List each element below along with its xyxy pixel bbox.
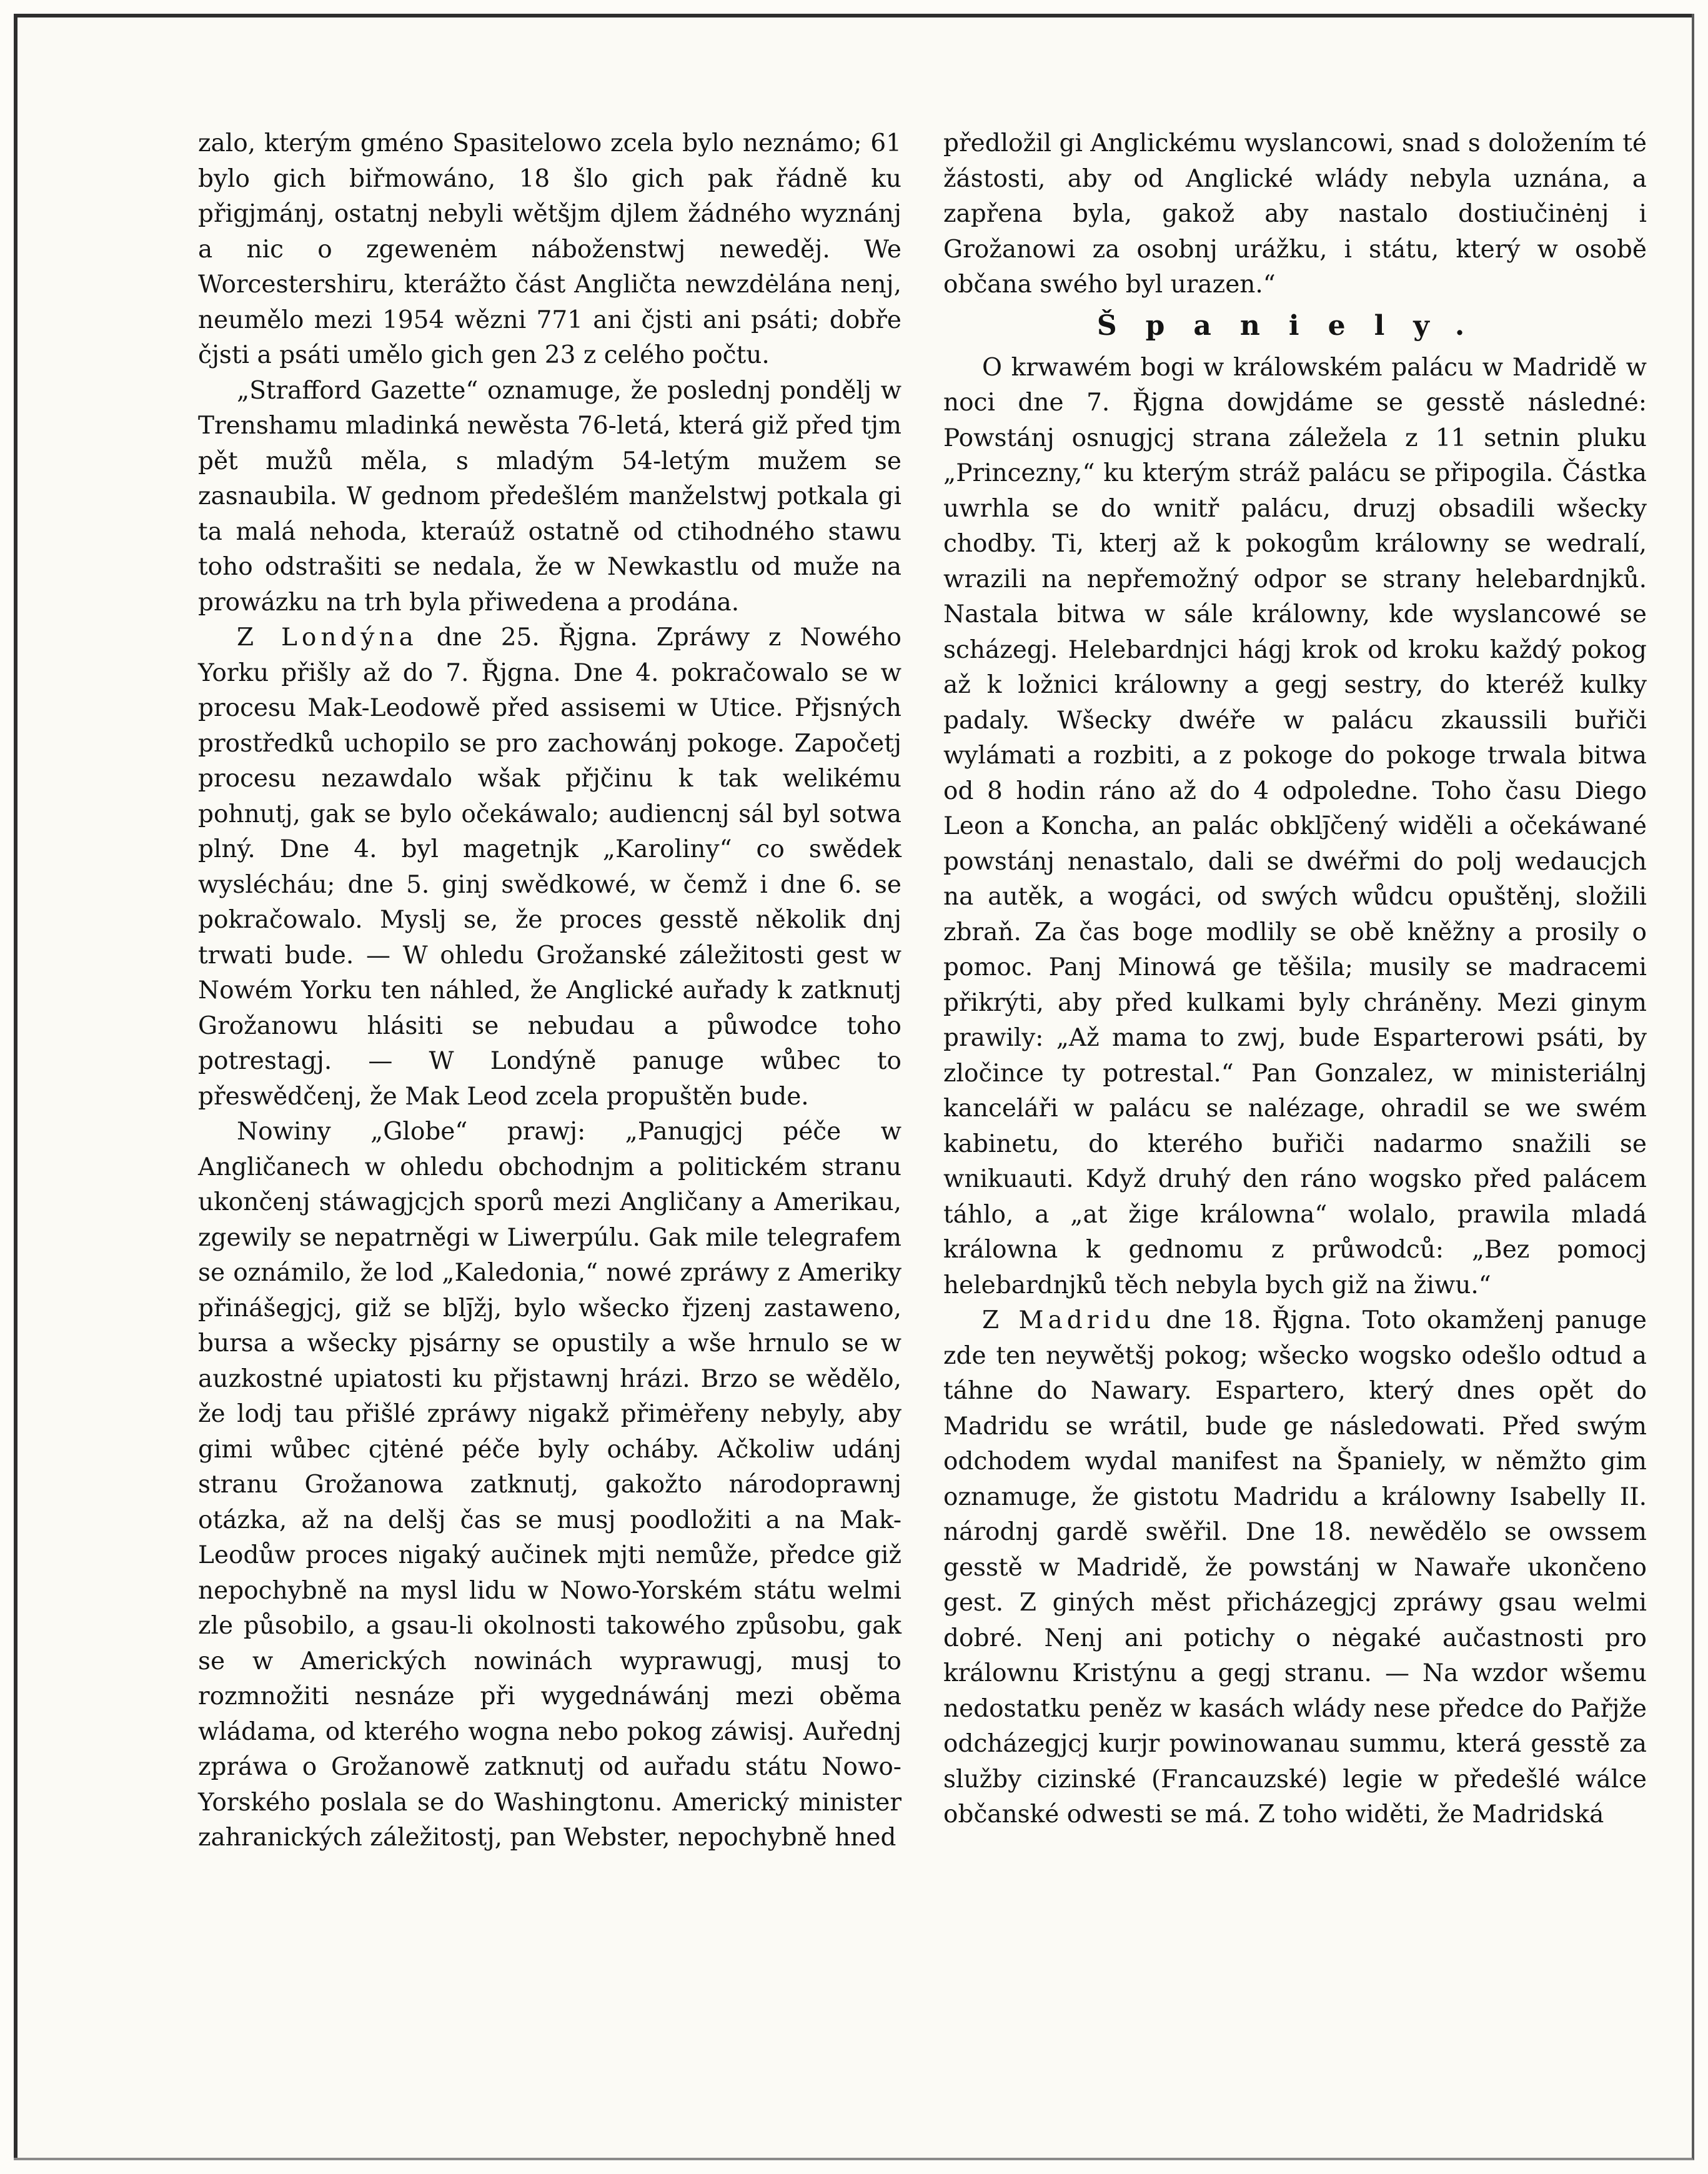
newspaper-page bbox=[14, 14, 1694, 2160]
paragraph-uneducated-prisoners: zalo, kterým gméno Spasitelowo zcela bylo neznámo; 61 bylo gich biřmowáno, 18 šlo gich pak řádně ku přigjmánj, ostatnj nebyli wětšjm djlem žádného wyznánj a nic o zgewenėm náboženstwj neweděj. We Worcestershiru, kterážto část Angličta newzdėlána nenj, neumělo mezi 1954 wězni 771 ani čjsti ani psáti; dobře čjsti a psáti umělo gich gen 23 z celého počtu. bbox=[198, 129, 901, 369]
right-column bbox=[943, 126, 1647, 1833]
dateline-london: Z Londýna bbox=[237, 623, 418, 652]
paragraph-palace-battle: O krwawém bogi w králowském palácu w Madridě w noci dne 7. Řjgna dowjdáme se gesstě následné: Powstánj osnugjcj strana záležela z 11 setnin pluku „Princezny,“ ku kterým stráž palácu se připogila. Částka uwrhla se do wnitř palácu, druzj obsadili wšecky chodby. Ti, kterj až k pokogům králowny se wedralí, wrazili na nepřemožný odpor se strany helebardnjků. Nastala bitwa w sále králowny, kde wyslancowé se scházegj. Helebardnjci hágj krok od kroku každý pokog až k ložnici králowny a gegj sestry, do kteréž kulky padaly. Wšecky dwéře w palácu zkaussili buřiči wylámati a rozbiti, a z pokoge do pokoge trwala bitwa od 8 hodin ráno až do 4 odpoledne. Toho času Diego Leon a Koncha, an palác obklj̄čený widěli a očekáwané powstánj nenastalo, dali se dwéřmi do polj wedaucjch na autěk, a wogáci, od swých wůdcu opuštěnj, složili zbraň. Za čas boge modlily se obě kněžny a prosily o pomoc. Panj Minowá ge těšila; musily se madracemi přikrýti, aby před kulkami byly chráněny. Mezi ginym prawily: „Až mama to zwj, bude Esparterowi psáti, by zločince ty potrestal.“ Pan Gonzalez, w ministeriálnj kanceláři w palácu se nalézage, ohradil se we swém kabinetu, do kterého buřiči nadarmo snažili se wnikuauti. Když druhý den ráno wogsko před palácem táhlo, a „at žige králowna“ wolalo, prawila mladá králowna k gednomu z průwodců: „Bez pomocj helebardnjků těch nebyla bych giž na žiwu.“ bbox=[943, 353, 1647, 1299]
paragraph-continuation: předložil gi Anglickému wyslancowi, snad s doložením té žástosti, aby od Anglické wlády nebyla uznána, a zapřena byla, gakož aby nastalo dostiučinėnj i Grožanowi za osobnj urážku, i státu, který w osobě občana swého byl urazen.“ bbox=[943, 129, 1647, 299]
left-column bbox=[198, 126, 901, 1856]
paragraph-globe-report: Nowiny „Globe“ prawj: „Panugjcj péče w Angličanech w ohledu obchodnjm a politickém stranu ukončenj stáwagjcjch sporů mezi Angličany a Amerikau, zgewily se nepatrněgi w Liwerpúlu. Gak mile telegrafem se oznámilo, že lod „Kaledonia,“ nowé zpráwy z Ameriky přinášegjcj, giž se blj̄žj, bylo wšecko řjzenj zastaweno, bursa a wšecky pjsárny se opustily a wše hrnulo se w auzkostné upiatosti ku přjstawnj hrázi. Brzo se wědělo, že lodj tau přišlé zpráwy nigakž přimėřeny nebyly, aby gimi wůbec cjtėné péče byly ocháby. Ačkoliw udánj stranu Grožanowa zatknutj, gakožto národoprawnj otázka, až na delšj čas se musj poodložiti a na Mak-Leodůw proces nigaký aučinek mjti nemůže, předce giž nepochybně na mysl lidu w Nowo-Yorském státu welmi zle působilo, a gsau-li okolnosti takowého způsobu, gak se w Amerických nowinách wyprawugj, musj to rozmnožiti nesnáze při wygednáwánj mezi oběma wládama, od kterého wogna nebo pokog záwisj. Auřednj zpráwa o Grožanowě zatknutj od auřadu státu Nowo-Yorského poslala se do Washingtonu. Americký minister zahranických záležitostj, pan Webster, nepochybně hned bbox=[198, 1118, 901, 1852]
madrid-news-text: dne 18. Řjgna. Toto okamženj panuge zde ten neywětšj pokog; wšecko wogsko odešlo odtud a táhne do Nawary. Espartero, který dnes opět do Madridu se wrátil, bude ge následowati. Před swým odchodem wydal manifest na Španiely, w němžto gim oznamuge, že gistotu Madridu a králowny Isabelly II. národnj gardě swěřil. Dne 18. newědělo se owssem gesstě w Madridě, že powstánj w Nawaře ukončeno gest. Z giných měst přicházegjcj zpráwy gsau welmi dobré. Nenj ani potichy o nėgaké aučastnosti pro králownu Kristýnu a gegj stranu. — Na wzdor wšemu nedostatku peněz w kasách wlády nese předce do Pařjže odcházegjcj kurjr powinowanau summu, která gesstě za služby cizinské (Francauzské) legie w předešlé wálce občanské odwesti se má. Z toho widěti, že Madridská bbox=[943, 1306, 1647, 1829]
paragraph-madrid-news bbox=[943, 1303, 1647, 1833]
paragraph-london-news bbox=[198, 620, 901, 1114]
london-news-text: dne 25. Řjgna. Zpráwy z Nowého Yorku přišly až do 7. Řjgna. Dne 4. pokračowalo se w procesu Mak-Leodowě před assisemi w Utice. Přjsných prostředků uchopilo se pro zachowánj pokoge. Započetj procesu nezawdalo wšak přjčinu k tak welikému pohnutj, gak se bylo očekáwalo; audiencnj sál byl sotwa plný. Dne 4. byl magetnjk „Karoliny“ co swědek wyslécháu; dne 5. ginj swědkowé, w čemž i dne 6. se pokračowalo. Myslj se, že proces gesstě několik dnj trwati bude. — W ohledu Grožanské záležitosti gest w Nowém Yorku ten náhled, že Anglické auřady k zatknutj Grožanowu hlásiti se nebudau a půwodce toho potrestagj. — W Londýně panuge wůbec to přeswědčenj, že Mak Leod zcela propuštěn bude. bbox=[198, 623, 901, 1111]
paragraph-strafford-gazette: „Strafford Gazette“ oznamuge, že poslednj pondělj w Trenshamu mladinká newěsta 76-letá, která giž před tjm pět mužů měla, s mladým 54-letým mužem se zasnaubila. W gednom předešlém manželstwj potkala gi ta malá nehoda, kteraúž ostatně od ctihodného stawu toho odstrašiti se nedala, že w Newkastlu od muže na prowázku na trh byla přiwedena a prodána. bbox=[198, 376, 901, 617]
section-heading-spain: Španiely. bbox=[1096, 309, 1494, 342]
dateline-madrid: Z Madridu bbox=[982, 1306, 1155, 1334]
